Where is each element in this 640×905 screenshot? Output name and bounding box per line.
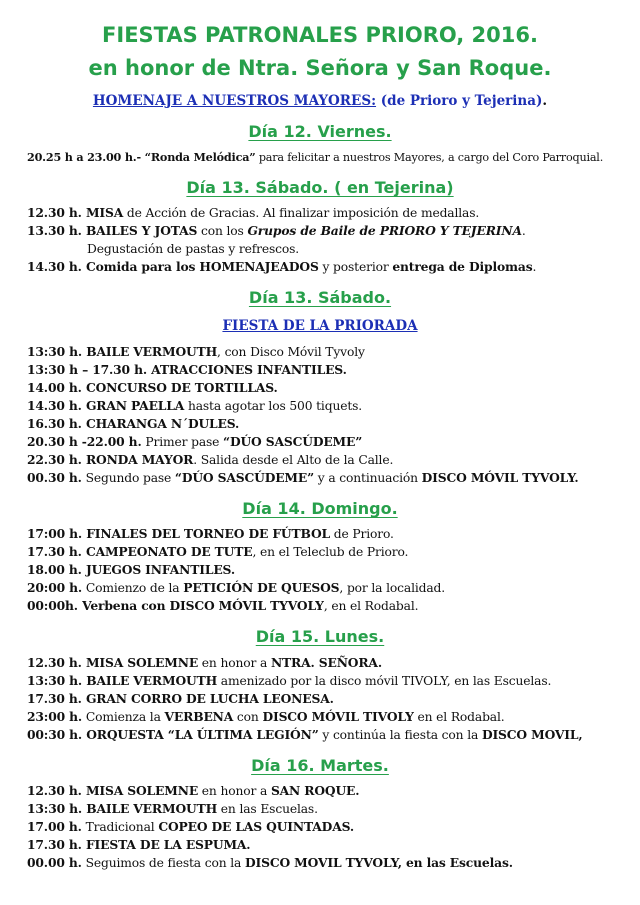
event-list xyxy=(27,654,627,744)
event-line xyxy=(27,222,627,240)
event-line xyxy=(27,654,627,672)
event-text: de Acción de Gracias. Al finalizar imposición de medallas. xyxy=(123,206,480,220)
event-time: 13:30 h. xyxy=(27,801,83,816)
event-line xyxy=(27,397,627,415)
event-text: ORQUESTA “LA ÚLTIMA LEGIÓN” xyxy=(82,727,319,742)
event-text: y continúa la fiesta con la xyxy=(318,728,482,742)
event-text: Seguimos de fiesta con la xyxy=(81,856,245,870)
event-time: 17.00 h. xyxy=(27,819,82,834)
day-heading-16-martes: Día 16. Martes. xyxy=(251,756,389,775)
event-line xyxy=(27,579,627,597)
event-text: PETICIÓN DE QUESOS xyxy=(183,580,340,595)
event-text: DISCO MOVIL, xyxy=(481,727,583,742)
event-text: amenizado por la disco móvil TIVOLY, en las Escuelas. xyxy=(217,674,552,688)
event-time: 20:00 h. xyxy=(27,580,83,595)
event-text: ATRACCIONES INFANTILES. xyxy=(147,362,347,377)
event-time: 20.25 h a 23.00 h.- xyxy=(27,150,141,164)
event-time: 12.30 h. xyxy=(27,205,82,220)
event-line xyxy=(27,433,627,451)
event-text: Verbena con DISCO MÓVIL TYVOLY xyxy=(77,598,324,613)
event-text: CHARANGA N´DULES. xyxy=(81,416,240,431)
event-line xyxy=(27,204,627,222)
event-time: 14.30 h. xyxy=(27,259,82,274)
event-text: “DÚO SASCÚDEME” xyxy=(223,434,363,449)
event-text: para felicitar a nuestros Mayores, a cargo del Coro Parroquial. xyxy=(255,151,604,164)
event-text: en las Escuelas. xyxy=(217,802,318,816)
event-text: en el Rodabal. xyxy=(413,710,505,724)
event-text: Segundo pase xyxy=(81,471,175,485)
event-text: en honor a xyxy=(198,656,271,670)
event-text: DISCO MOVIL TYVOLY, en las Escuelas. xyxy=(244,855,513,870)
day-heading-13-sabado: Día 13. Sábado. xyxy=(248,288,392,307)
event-time: 12.30 h. xyxy=(27,655,82,670)
event-line xyxy=(27,800,627,818)
event-text: FIESTA DE LA ESPUMA. xyxy=(81,837,251,852)
event-text: , con Disco Móvil Tyvoly xyxy=(217,345,365,359)
event-text: BAILE VERMOUTH xyxy=(82,344,218,359)
event-time: 20.30 h -22.00 h. xyxy=(27,434,142,449)
event-time: 14.30 h. xyxy=(27,398,82,413)
event-line xyxy=(27,525,627,543)
event-time: 12.30 h. xyxy=(27,783,82,798)
event-text: y posterior xyxy=(318,260,393,274)
homenaje-period: . xyxy=(542,93,548,109)
event-text: . xyxy=(521,224,526,238)
event-line xyxy=(27,543,627,561)
event-time: 17:00 h. xyxy=(27,526,83,541)
event-time: 22.30 h. xyxy=(27,452,82,467)
event-text: entrega de Diplomas xyxy=(392,259,533,274)
event-line xyxy=(27,240,627,258)
event-text: BAILE VERMOUTH xyxy=(82,801,218,816)
homenaje-title: HOMENAJE A NUESTROS MAYORES: xyxy=(92,93,377,109)
event-text: . xyxy=(532,260,537,274)
event-text: DISCO MÓVIL TYVOLY. xyxy=(421,470,579,485)
event-text: BAILE VERMOUTH xyxy=(82,673,218,688)
event-line xyxy=(27,854,627,872)
event-line xyxy=(27,148,627,167)
fiesta-priorada-heading: FIESTA DE LA PRIORADA xyxy=(222,318,418,334)
event-time: 13:30 h. xyxy=(27,673,83,688)
event-text: , por la localidad. xyxy=(339,581,446,595)
event-text: JUEGOS INFANTILES. xyxy=(81,562,235,577)
event-time: 00:30 h. xyxy=(27,727,83,742)
event-line xyxy=(27,690,627,708)
event-text: GRAN CORRO DE LUCHA LEONESA. xyxy=(81,691,334,706)
event-line xyxy=(27,258,627,276)
event-time: 00:00h. xyxy=(27,598,78,613)
event-text: MISA SOLEMNE xyxy=(81,655,199,670)
event-list xyxy=(27,782,627,872)
event-line xyxy=(27,415,627,433)
event-text: VERBENA xyxy=(164,709,234,724)
day-heading-13-sabado-tejerina: Día 13. Sábado. ( en Tejerina) xyxy=(186,178,454,197)
event-line xyxy=(27,451,627,469)
event-time: 13:30 h. xyxy=(27,344,83,359)
day-heading-15-lunes: Día 15. Lunes. xyxy=(255,627,385,646)
event-text: y a continuación xyxy=(314,471,422,485)
event-time: 16.30 h. xyxy=(27,416,82,431)
event-text: DISCO MÓVIL TIVOLY xyxy=(262,709,414,724)
event-line xyxy=(27,782,627,800)
event-text: FINALES DEL TORNEO DE FÚTBOL xyxy=(82,526,331,541)
event-list xyxy=(27,525,627,615)
event-line xyxy=(27,361,627,379)
day-heading-12-viernes: Día 12. Viernes. xyxy=(248,122,392,141)
event-text: SAN ROQUE. xyxy=(270,783,360,798)
event-time: 13.30 h. xyxy=(27,223,82,238)
event-time: 00.00 h. xyxy=(27,855,82,870)
event-line xyxy=(27,561,627,579)
event-line xyxy=(27,379,627,397)
event-text: NTRA. SEÑORA. xyxy=(270,655,382,670)
event-text: de Prioro. xyxy=(330,527,394,541)
event-text: CAMPEONATO DE TUTE xyxy=(81,544,253,559)
event-text: Tradicional xyxy=(81,820,159,834)
event-line xyxy=(27,672,627,690)
event-time: 13:30 h – 17.30 h. xyxy=(27,362,148,377)
event-list xyxy=(27,343,627,487)
event-time: 17.30 h. xyxy=(27,837,82,852)
event-list xyxy=(27,204,627,276)
event-text: GRAN PAELLA xyxy=(81,398,185,413)
event-line xyxy=(27,708,627,726)
event-time: 14.00 h. xyxy=(27,380,82,395)
event-text: . Salida desde el Alto de la Calle. xyxy=(193,453,394,467)
homenaje-heading xyxy=(0,93,640,109)
event-line xyxy=(27,726,627,744)
event-text: “DÚO SASCÚDEME” xyxy=(174,470,315,485)
event-time: 18.00 h. xyxy=(27,562,82,577)
event-text: , en el Rodabal. xyxy=(323,599,419,613)
event-line xyxy=(27,818,627,836)
event-line xyxy=(27,343,627,361)
event-text: Comienza la xyxy=(82,710,165,724)
main-title-line-2: en honor de Ntra. Señora y San Roque. xyxy=(88,56,552,80)
event-text: en honor a xyxy=(198,784,271,798)
event-text: Grupos de Baile de PRIORO Y TEJERINA xyxy=(247,223,522,238)
event-time: 17.30 h. xyxy=(27,691,82,706)
main-title-line-1: FIESTAS PATRONALES PRIORO, 2016. xyxy=(102,23,538,47)
homenaje-places: (de Prioro y Tejerina) xyxy=(376,93,543,109)
event-text: COPEO DE LAS QUINTADAS. xyxy=(158,819,355,834)
day-heading-14-domingo: Día 14. Domingo. xyxy=(242,499,398,518)
event-text: Comienzo de la xyxy=(82,581,184,595)
event-time: 23:00 h. xyxy=(27,709,83,724)
event-text: Comida para los HOMENAJEADOS xyxy=(81,259,319,274)
event-line xyxy=(27,469,627,487)
event-line xyxy=(27,597,627,615)
event-continuation: Degustación de pastas y refrescos. xyxy=(87,242,300,256)
event-text: Primer pase xyxy=(141,435,224,449)
event-text: CONCURSO DE TORTILLAS. xyxy=(81,380,278,395)
event-text: hasta agotar los 500 tiquets. xyxy=(184,399,363,413)
event-time: 17.30 h. xyxy=(27,544,82,559)
event-time: 00.30 h. xyxy=(27,470,82,485)
event-text: “Ronda Melódica” xyxy=(140,150,256,164)
event-text: con los xyxy=(197,224,248,238)
event-text: BAILES Y JOTAS xyxy=(81,223,198,238)
event-text: RONDA MAYOR xyxy=(81,452,194,467)
event-text: MISA SOLEMNE xyxy=(81,783,199,798)
event-text: MISA xyxy=(81,205,124,220)
event-text: , en el Teleclub de Prioro. xyxy=(252,545,409,559)
event-text: con xyxy=(233,710,263,724)
event-list xyxy=(27,148,627,167)
event-line xyxy=(27,836,627,854)
